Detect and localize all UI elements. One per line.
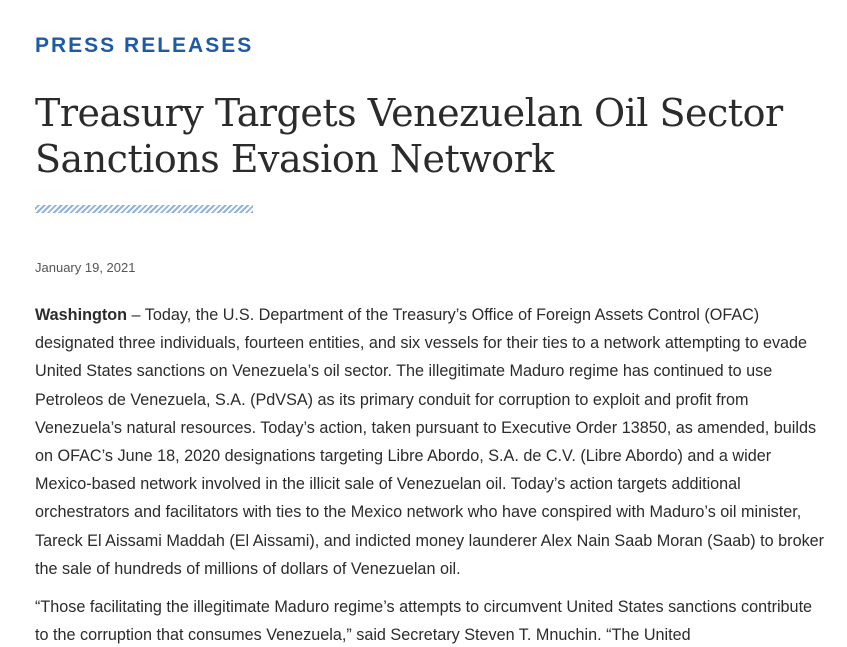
title-line-2: Sanctions Evasion Network <box>35 137 554 181</box>
dateline: Washington <box>35 306 128 324</box>
publish-date: January 19, 2021 <box>35 260 136 275</box>
body-paragraph <box>35 593 825 647</box>
body-paragraph <box>35 301 825 583</box>
section-label[interactable]: PRESS RELEASES <box>35 34 254 57</box>
paragraph-text: “Those facilitating the illegitimate Maduro regime’s attempts to circumvent United States sanctions contribute to the corruption that consumes Venezuela,” said Secretary Steven T. Mnuchin. “The United <box>35 598 813 645</box>
paragraph-text: – Today, the U.S. Department of the Treasury’s Office of Foreign Assets Control (OFAC) designated three individuals, fourteen entities, and six vessels for their ties to a network attempting to evade United States sanctions on Venezuela’s oil sector. The illegitimate Maduro regime has continued to use Petroleos de Venezuela, S.A. (PdVSA) as its primary conduit for corruption to exploit and profit from Venezuela’s natural resources. Today’s action, taken pursuant to Executive Order 13850, as amended, builds on OFAC’s June 18, 2020 designations targeting Libre Abordo, S.A. de C.V. (Libre Abordo) and a wider Mexico-based network involved in the illicit sale of Venezuelan oil. Today’s action targets additional orchestrators and facilitators with ties to the Mexico network who have conspired with Maduro’s oil minister, Tareck El Aissami Maddah (El Aissami), and indicted money launderer Alex Nain Saab Moran (Saab) to broker the sale of hundreds of millions of dollars of Venezuelan oil. <box>35 306 825 578</box>
page-title <box>35 90 825 182</box>
title-line-1: Treasury Targets Venezuelan Oil Sector <box>35 91 783 135</box>
article-body <box>35 301 825 647</box>
decorative-divider <box>35 205 253 213</box>
